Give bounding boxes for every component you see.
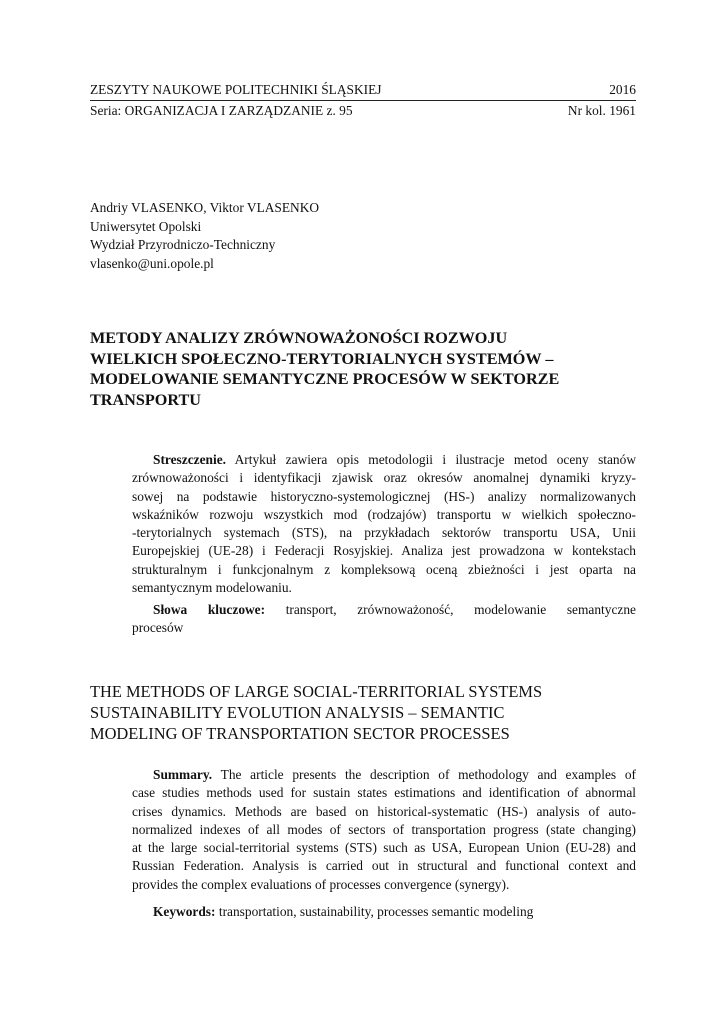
journal-name: ZESZYTY NAUKOWE POLITECHNIKI ŚLĄSKIEJ — [90, 82, 382, 97]
abstract-polish — [132, 451, 636, 597]
paper-title-english — [90, 681, 636, 744]
summary-line: crises dynamics. Methods are based on historical-systematic (HS-) analysis of auto- — [132, 803, 636, 819]
title-line: METODY ANALIZY ZRÓWNOWAŻONOŚCI ROZWOJU — [90, 329, 508, 347]
summary-label: Summary. — [153, 767, 213, 782]
abstract-label: Streszczenie. — [153, 452, 226, 467]
keywords-polish — [132, 601, 636, 638]
abstract-line: semantycznym modelowaniu. — [132, 580, 292, 596]
author-university: Uniwersytet Opolski — [90, 218, 202, 234]
header-rule — [90, 100, 636, 101]
abstract-line: wskaźników rozwoju wszystkich mod (rodzajów) transportu w wielkich społeczno- — [132, 506, 636, 522]
abstract-line: zrównoważoności i identyfikacji zjawisk oraz okresów anomalnej dynamiki kryzy- — [132, 470, 636, 486]
running-header-bottom — [90, 103, 636, 119]
summary-line: at the large social-territorial systems (STS) such as USA, European Union (EU-28) and — [132, 840, 636, 856]
summary-line: case studies methods used for sustain states estimations and identification of abnormal — [132, 785, 636, 801]
summary-line: Summary. The article presents the description of methodology and examples of — [153, 767, 637, 782]
title-line: SUSTAINABILITY EVOLUTION ANALYSIS – SEMANTIC — [90, 703, 505, 722]
keywords-label: Słowa kluczowe: — [153, 602, 266, 617]
abstract-english — [132, 766, 636, 894]
keywords-line: Keywords: transportation, sustainability, processes semantic modeling — [153, 904, 534, 919]
abstract-line: Europejskiej (UE-28) i Federacji Rosyjskiej. Analiza jest prowadzona w kontekstach — [132, 543, 636, 559]
summary-line: normalized indexes of all modes of sectors of transportation progress (state changing) — [132, 821, 636, 837]
keywords-en-label: Keywords: — [153, 904, 216, 919]
title-line: MODELOWANIE SEMANTYCZNE PROCESÓW W SEKTORZE — [90, 370, 560, 389]
abstract-line: Streszczenie. Artykuł zawiera opis metodologii i ilustracje metod oceny stanów — [153, 452, 636, 467]
author-faculty: Wydział Przyrodniczo-Techniczny — [90, 237, 276, 252]
paper-title-polish — [90, 328, 636, 410]
title-line: TRANSPORTU — [90, 390, 201, 409]
keywords-english — [132, 903, 636, 921]
title-line: THE METHODS OF LARGE SOCIAL-TERRITORIAL SYSTEMS — [90, 682, 543, 701]
summary-line: provides the complex evaluations of processes convergence (synergy). — [132, 876, 510, 892]
keywords-line: Słowa kluczowe: transport, zrównoważoność, modelowanie semantyczne — [153, 602, 636, 617]
journal-number: Nr kol. 1961 — [567, 103, 636, 118]
title-line: MODELING OF TRANSPORTATION SECTOR PROCESSES — [90, 724, 510, 743]
keywords-line: procesów — [132, 620, 184, 636]
author-email: vlasenko@uni.opole.pl — [90, 255, 214, 271]
abstract-line: strukturalnym i funkcjonalnym z kompleksową oceną zbieżności i jest oparta na — [132, 561, 636, 577]
journal-series: Seria: ORGANIZACJA I ZARZĄDZANIE z. 95 — [90, 103, 353, 118]
paper-page — [90, 0, 636, 1024]
author-names: Andriy VLASENKO, Viktor VLASENKO — [90, 200, 320, 215]
summary-line: Russian Federation. Analysis is carried out in structural and functional context and — [132, 858, 636, 874]
journal-year: 2016 — [609, 82, 636, 97]
author-block — [90, 199, 319, 273]
title-line: WIELKICH SPOŁECZNO-TERYTORIALNYCH SYSTEMÓW – — [90, 349, 554, 368]
running-header-top — [90, 82, 636, 98]
abstract-line: sowej na podstawie historyczno-systemologicznej (HS-) analizy normalizowanych — [132, 488, 636, 504]
abstract-line: -terytorialnych systemach (STS), na przykładach sektorów transportu USA, Unii — [132, 525, 636, 541]
